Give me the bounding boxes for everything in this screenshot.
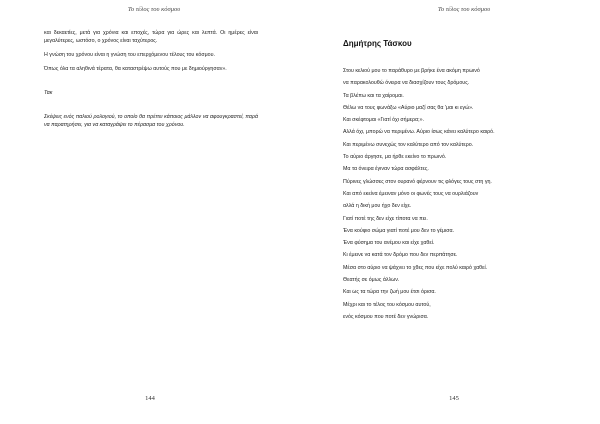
running-header-left: Το τέλος του κόσμου bbox=[127, 6, 181, 13]
poem bbox=[343, 67, 563, 325]
poem-line: Μέχρι και το τέλος του κόσμου αυτού, bbox=[343, 301, 431, 308]
poem-line: Μέσα στο αύριο να ψάχνει το χθες που είχε πολύ καιρό χαθεί. bbox=[343, 264, 488, 271]
poem-line: Θέλω να τους φωνάξω «Αύριο μαζί σας θα 'μαι κι εγώ». bbox=[343, 104, 474, 111]
italic-paragraph: Σκέψεις ενός παλιού ρολογιού, το οποίο θα πρέπει κάποιος μάλλον να αφουγκραστεί, παρά να παρατηρήσει, για να καταγράψει το πέρασμα του χρόνου. bbox=[44, 114, 258, 128]
poem-line: Θεατής σε όμως άλλων. bbox=[343, 277, 400, 284]
poem-line: Ένα κούφιο σώμα γιατί ποτέ μου δεν το γέμισα. bbox=[343, 227, 455, 234]
page-number-left: 144 bbox=[145, 395, 155, 402]
poem-line: Ένα φύσημα του ανέμου και είχε χαθεί. bbox=[343, 240, 435, 247]
poem-line: Γιατί ποτέ της δεν είχε τίποτα να πει. bbox=[343, 215, 428, 222]
poem-line: Κι έμεινε να κατά τον δρόμο που δεν περπάτησε. bbox=[343, 252, 458, 259]
tick-word: Τακ bbox=[44, 90, 53, 96]
poem-line: ενός κόσμου που ποτέ δεν γνώρισα. bbox=[343, 313, 429, 320]
poem-line: Και περιμένω συνεχώς τον καλύτερο από τον καλύτερο. bbox=[343, 141, 474, 148]
poem-line: να παρακολουθώ όνειρα να διασχίζουν τους δρόμους. bbox=[343, 80, 470, 87]
author-heading: Δημήτρης Τάσκου bbox=[343, 39, 412, 48]
page-number-right: 145 bbox=[449, 395, 459, 402]
left-page-body bbox=[44, 29, 258, 135]
poem-line: Στου κελιού μου το παράθυρο με βρήκε ένα ακόμη πρωινό bbox=[343, 68, 480, 74]
poem-line: Και ως τα τώρα την ζωή μου έτσι όρισα. bbox=[343, 289, 436, 296]
poem-line: Το αύριο άργησε, μα ήρθε εκείνο το πρωινό. bbox=[343, 154, 447, 161]
paragraph: Η γνώση του χρόνου είναι η γνώση του επερχόμενου τέλους του κόσμου. bbox=[44, 52, 215, 58]
poem-line: Και από εκείνα έμειναν μόνο οι φωνές τους να ουρλιάζουν bbox=[343, 190, 479, 197]
poem-line: Και σκέφτομαι «Γιατί όχι σήμερα;». bbox=[343, 117, 424, 124]
paragraph: και δεκαετίες, μετά για χρόνια και εποχές, τώρα για ώρες και λεπτά. Οι ημέρες είναι μεγαλύτερες, ωστόσο, ο χρόνος είναι ταχύτερος. bbox=[44, 30, 258, 44]
poem-line: Πύρινες γλώσσες στον ουρανό φέρνουν τις φλόγες τους στη γη. bbox=[343, 178, 492, 185]
paragraph: Όπως όλα τα αληθινά τέρατα, θα καταστρέψω αυτούς που με δημιούργησαν». bbox=[44, 66, 227, 72]
running-header-right: Το τέλος του κόσμου bbox=[437, 6, 491, 13]
poem-line: Αλλά όχι, μπορώ να περιμένω. Αύριο ίσως κάνει καλύτερο καιρό. bbox=[343, 129, 495, 136]
poem-line: Μα τα όνειρα έγιναν τώρα ασφάλτες. bbox=[343, 166, 429, 173]
poem-line: αλλά η δική μου ήχο δεν είχε. bbox=[343, 203, 412, 210]
poem-line: Τα βλέπω και τα χαίρομαι. bbox=[343, 92, 404, 99]
